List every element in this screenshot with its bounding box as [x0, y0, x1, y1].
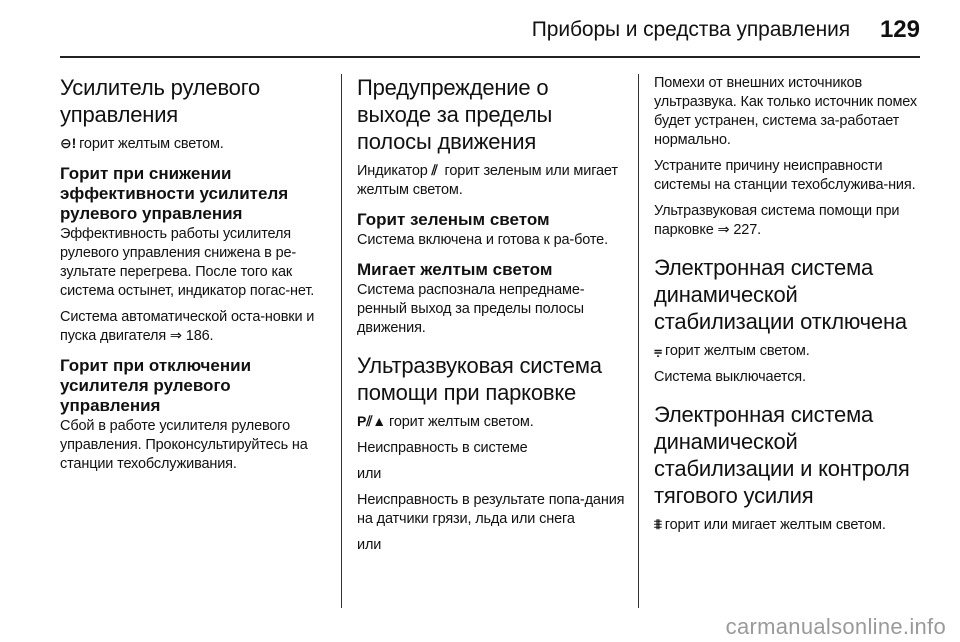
paragraph-steering-off: Сбой в работе усилителя рулевого управления. Проконсультируйтесь на станции техобслуживания. [60, 418, 308, 472]
paragraph-green: Система включена и готова к ра-боте. [357, 232, 608, 248]
paragraph-or: или [357, 466, 382, 482]
heading-lane-departure: Предупреждение о выходе за пределы полосы движения [357, 75, 553, 154]
column-3 [654, 74, 924, 542]
paragraph-esc-traction-indicator: ⩨ горит или мигает желтым светом. [654, 516, 886, 533]
watermark: carmanualsonline.info [725, 614, 946, 639]
column-1 [60, 74, 330, 481]
heading-esc-traction: Электронная система динамической стабилизации и контроля тягового усилия [654, 402, 910, 508]
column-2 [357, 74, 627, 562]
paragraph-parking-ref: Ультразвуковая система помощи при парковке ⇒ 227. [654, 203, 900, 238]
heading-esc-off: Электронная система динамической стабилизации отключена [654, 255, 907, 334]
paragraph-reduced-efficiency: Эффективность работы усилителя рулевого управления снижена в ре-зультате перегрева. После того как система остынет, индикатор погас-нет. [60, 226, 315, 299]
heading-reduced-efficiency: Горит при снижении эффективности усилителя рулевого управления [60, 164, 289, 223]
esc-traction-icon: ⩨ [654, 516, 662, 532]
header-rule [60, 56, 920, 58]
paragraph-esc-off-state: Система выключается. [654, 369, 806, 385]
paragraph-yellow-flash: Система распознала непреднаме-ренный выход за пределы полосы движения. [357, 282, 585, 336]
heading-green: Горит зеленым светом [357, 210, 550, 229]
paragraph-fix: Устраните причину неисправности системы на станции техобслужива-ния. [654, 158, 916, 193]
paragraph-parking-indicator: P⫽▲ горит желтым светом. [357, 413, 534, 430]
page-title: Приборы и средства управления [531, 18, 850, 41]
esc-off-icon: ⩦ [654, 342, 663, 358]
column-divider [638, 74, 639, 608]
paragraph-interference: Помехи от внешних источников ультразвука. Как только источник помех будет устранен, система за-работает нормально. [654, 75, 917, 148]
paragraph-esc-off-indicator: ⩦ горит желтым светом. [654, 342, 810, 359]
paragraph-steering-indicator: ⊖! горит желтым светом. [60, 135, 224, 152]
heading-yellow-flash: Мигает желтым светом [357, 260, 553, 279]
steering-warning-icon: ⊖! [60, 135, 77, 151]
heading-steering-off: Горит при отключении усилителя рулевого управления [60, 356, 252, 415]
paragraph-autostop-ref: Система автоматической оста-новки и пуска двигателя ⇒ 186. [60, 309, 315, 344]
parking-assist-icon: P⫽▲ [357, 413, 386, 429]
paragraph-sensor-dirt: Неисправность в результате попа-дания на датчики грязи, льда или снега [357, 492, 625, 527]
paragraph-or: или [357, 537, 382, 553]
heading-parking-assist: Ультразвуковая система помощи при парковке [357, 353, 602, 405]
page-number: 129 [879, 16, 920, 43]
page-header [0, 0, 960, 58]
column-divider [341, 74, 342, 608]
paragraph-system-fault: Неисправность в системе [357, 440, 528, 456]
heading-power-steering: Усилитель рулевого управления [60, 75, 261, 127]
lane-departure-icon: ⫽ [431, 162, 438, 178]
paragraph-lane-indicator: Индикатор ⫽ горит зеленым или мигает желтым светом. [357, 162, 618, 198]
